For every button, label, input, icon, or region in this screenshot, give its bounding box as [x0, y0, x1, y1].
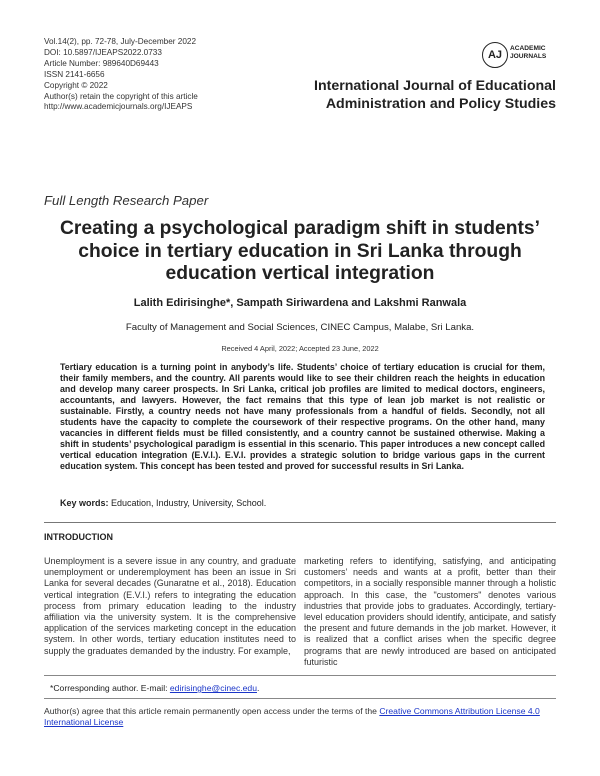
corresponding-end: . [256, 683, 260, 693]
license-notice [44, 706, 556, 728]
logo-wordmark [510, 45, 546, 60]
divider [44, 522, 556, 523]
meta-article-number: Article Number: 989640D69443 [44, 58, 159, 68]
article-title: Creating a psychological paradigm shift in students’ choice in tertiary education in Sri Lanka through education vertical integration [60, 218, 540, 284]
paper-type: Full Length Research Paper [44, 193, 209, 208]
email-link[interactable]: edirisinghe@cinec.edu [169, 683, 257, 693]
logo-line-2: JOURNALS [510, 52, 547, 60]
keywords [60, 498, 545, 508]
meta-issn: ISSN 2141-6656 [44, 69, 105, 79]
meta-volume: Vol.14(2), pp. 72-78, July-December 2022 [44, 37, 197, 46]
license-text: Author(s) agree that this article remain permanently open access under the terms of the [44, 706, 380, 716]
journal-title-line-2: Administration and Policy Studies [325, 96, 556, 112]
keywords-list: Education, Industry, University, School. [111, 498, 267, 508]
article-metadata [44, 37, 198, 113]
body-column-right: marketing refers to identifying, satisfying, and anticipating customers’ needs and wants at a profit, better than their competitors, in a socially responsible manner through a holistic approach. In this case, the "customers" denotes various industries that provide jobs to graduates. Accordingly, tertiary-level education providers should identify, anticipate, and satisfy the present and future demands in the job market. However, it is realized that a conflict arises when the specific degree programs that are newly introduced are based on anticipated futuristic [304, 556, 556, 667]
meta-rights: Author(s) retain the copyright of this article [44, 91, 198, 101]
journal-title [276, 77, 556, 113]
publisher-logo [482, 42, 547, 68]
keywords-label: Key words: [60, 498, 109, 508]
footnote-divider [44, 698, 556, 699]
corresponding-label: *Corresponding author. E-mail: [50, 683, 170, 693]
license-link[interactable]: Creative Commons Attribution License 4.0 International License [44, 706, 540, 727]
meta-doi: DOI: 10.5897/IJEAPS2022.0733 [44, 47, 162, 57]
affiliation: Faculty of Management and Social Sciences, CINEC Campus, Malabe, Sri Lanka. [125, 322, 475, 333]
body-column-left: Unemployment is a severe issue in any country, and graduate unemployment or underemployment has been an issue in Sri Lanka for several decades (Gunaratne et al., 2018). Education vertical integration (E.V.I.) refers to integrating the education process from primary education leading to the industry affiliation via the university system. It is the comprehensive application of the services marketing concept in the education system. In other words, tertiary education institutes need to supply the graduates demanded by the industry. For example, [44, 556, 296, 656]
logo-mark: AJ [482, 42, 508, 68]
footnote-divider [44, 675, 556, 676]
received-accepted-dates: Received 4 April, 2022; Accepted 23 June, 2022 [221, 344, 379, 353]
journal-title-line-1: International Journal of Educational [314, 78, 556, 94]
meta-url: http://www.academicjournals.org/IJEAPS [44, 102, 193, 112]
corresponding-author [50, 683, 259, 693]
section-heading: INTRODUCTION [44, 532, 113, 542]
meta-copyright: Copyright © 2022 [44, 80, 108, 90]
authors: Lalith Edirisinghe*, Sampath Siriwardena and Lakshmi Ranwala [133, 297, 467, 309]
logo-line-1: ACADEMIC [510, 45, 546, 52]
abstract: Tertiary education is a turning point in anybody’s life. Students’ choice of tertiary education is crucial for them, their family members, and the country. All parents would like to see their children reach the heights in education and develop many career prospects. In Sri Lanka, critical job profiles are limited to medical doctors, engineers, accountants, and lawyers. However, the fact remains that this type of lean job market is not realistic or sustainable. Firstly, a country needs not have many professionals from a handful of fields. Secondly, not all students have the capacity to complete the coursework of their respective programs. On the other hand, many vacancies in different fields must be filled consistently, and a country cannot be sustained otherwise. Making a shift in students’ psychological paradigm is essential in this scenario. This paper introduces a new concept called vertical education integration (E.V.I.). E.V.I. provides a strategic solution to bridge various gaps in the current education system. This concept has been tested and proved for successful results in Sri Lanka. [60, 362, 545, 471]
